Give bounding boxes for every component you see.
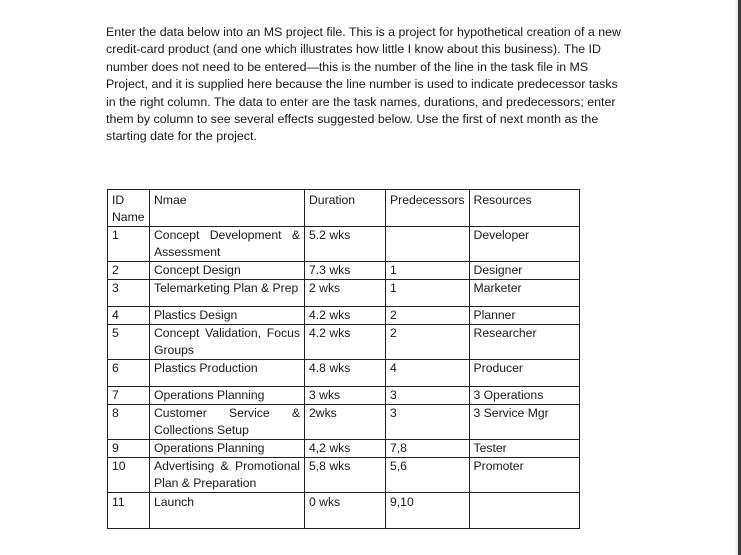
cell-predecessors: 2 [386,325,470,360]
header-id: ID Name [108,190,150,227]
table-row [108,440,580,458]
cell-id: 7 [108,387,150,405]
cell-id: 2 [108,262,150,280]
cell-duration: 0 wks [305,493,386,529]
cell-duration: 2 wks [305,280,386,307]
cell-id: 4 [108,307,150,325]
cell-predecessors: 3 [386,387,470,405]
cell-name: Operations Planning [150,387,305,405]
cell-name: Plastics Design [150,307,305,325]
table-row [108,405,580,440]
header-duration: Duration [305,190,386,227]
cell-name: Operations Planning [150,440,305,458]
cell-predecessors: 7,8 [386,440,470,458]
cell-resources: Promoter [469,458,579,493]
cell-id: 3 [108,280,150,307]
cell-name: Concept Development & Assessment [150,227,305,262]
cell-duration: 4.2 wks [305,307,386,325]
task-table [107,189,580,529]
table-row [108,307,580,325]
cell-duration: 4,2 wks [305,440,386,458]
table-row [108,325,580,360]
cell-duration: 4.8 wks [305,360,386,387]
cell-id: 10 [108,458,150,493]
cell-id: 11 [108,493,150,529]
cell-name: Concept Design [150,262,305,280]
header-name: Nmae [150,190,305,227]
cell-predecessors: 2 [386,307,470,325]
cell-resources: Developer [469,227,579,262]
cell-resources [469,493,579,529]
cell-id: 6 [108,360,150,387]
cell-name: Customer Service & Collections Setup [150,405,305,440]
cell-duration: 5,8 wks [305,458,386,493]
table-row [108,227,580,262]
cell-id: 1 [108,227,150,262]
cell-duration: 3 wks [305,387,386,405]
cell-predecessors: 1 [386,262,470,280]
cell-resources: 3 Operations [469,387,579,405]
cell-duration: 4.2 wks [305,325,386,360]
cell-resources: Tester [469,440,579,458]
cell-predecessors: 9,10 [386,493,470,529]
cell-predecessors [386,227,470,262]
cell-resources: Planner [469,307,579,325]
cell-name: Launch [150,493,305,529]
table-row [108,280,580,307]
table-row [108,360,580,387]
cell-duration: 2wks [305,405,386,440]
cell-name: Concept Validation, Focus Groups [150,325,305,360]
cell-predecessors: 1 [386,280,470,307]
cell-predecessors: 5,6 [386,458,470,493]
cell-duration: 5.2 wks [305,227,386,262]
table-row [108,262,580,280]
intro-paragraph: Enter the data below into an MS project file. This is a project for hypothetical creation of a new credit-card product (and one which illustrates how little I know about this business). The ID number does not need to be entered—this is the number of the line in the task file in MS Project, and it is supplied here because the line number is used to indicate predecessor tasks in the right column. The data to enter are the task names, durations, and predecessors; enter them by column to see several effects suggested below. Use the first of next month as the starting date for the project. [106,25,621,144]
cell-name: Telemarketing Plan & Prep [150,280,305,307]
cell-resources: Researcher [469,325,579,360]
cell-name: Plastics Production [150,360,305,387]
cell-resources: Producer [469,360,579,387]
cell-resources: Designer [469,262,579,280]
table-row [108,387,580,405]
cell-predecessors: 3 [386,405,470,440]
table-row [108,493,580,529]
header-predecessors: Predecessors [386,190,470,227]
table-header-row [108,190,580,227]
cell-id: 9 [108,440,150,458]
table-row [108,458,580,493]
cell-resources: Marketer [469,280,579,307]
cell-id: 8 [108,405,150,440]
cell-name: Advertising & Promotional Plan & Preparation [150,458,305,493]
cell-resources: 3 Service Mgr [469,405,579,440]
header-resources: Resources [469,190,579,227]
cell-predecessors: 4 [386,360,470,387]
cell-id: 5 [108,325,150,360]
cell-duration: 7.3 wks [305,262,386,280]
